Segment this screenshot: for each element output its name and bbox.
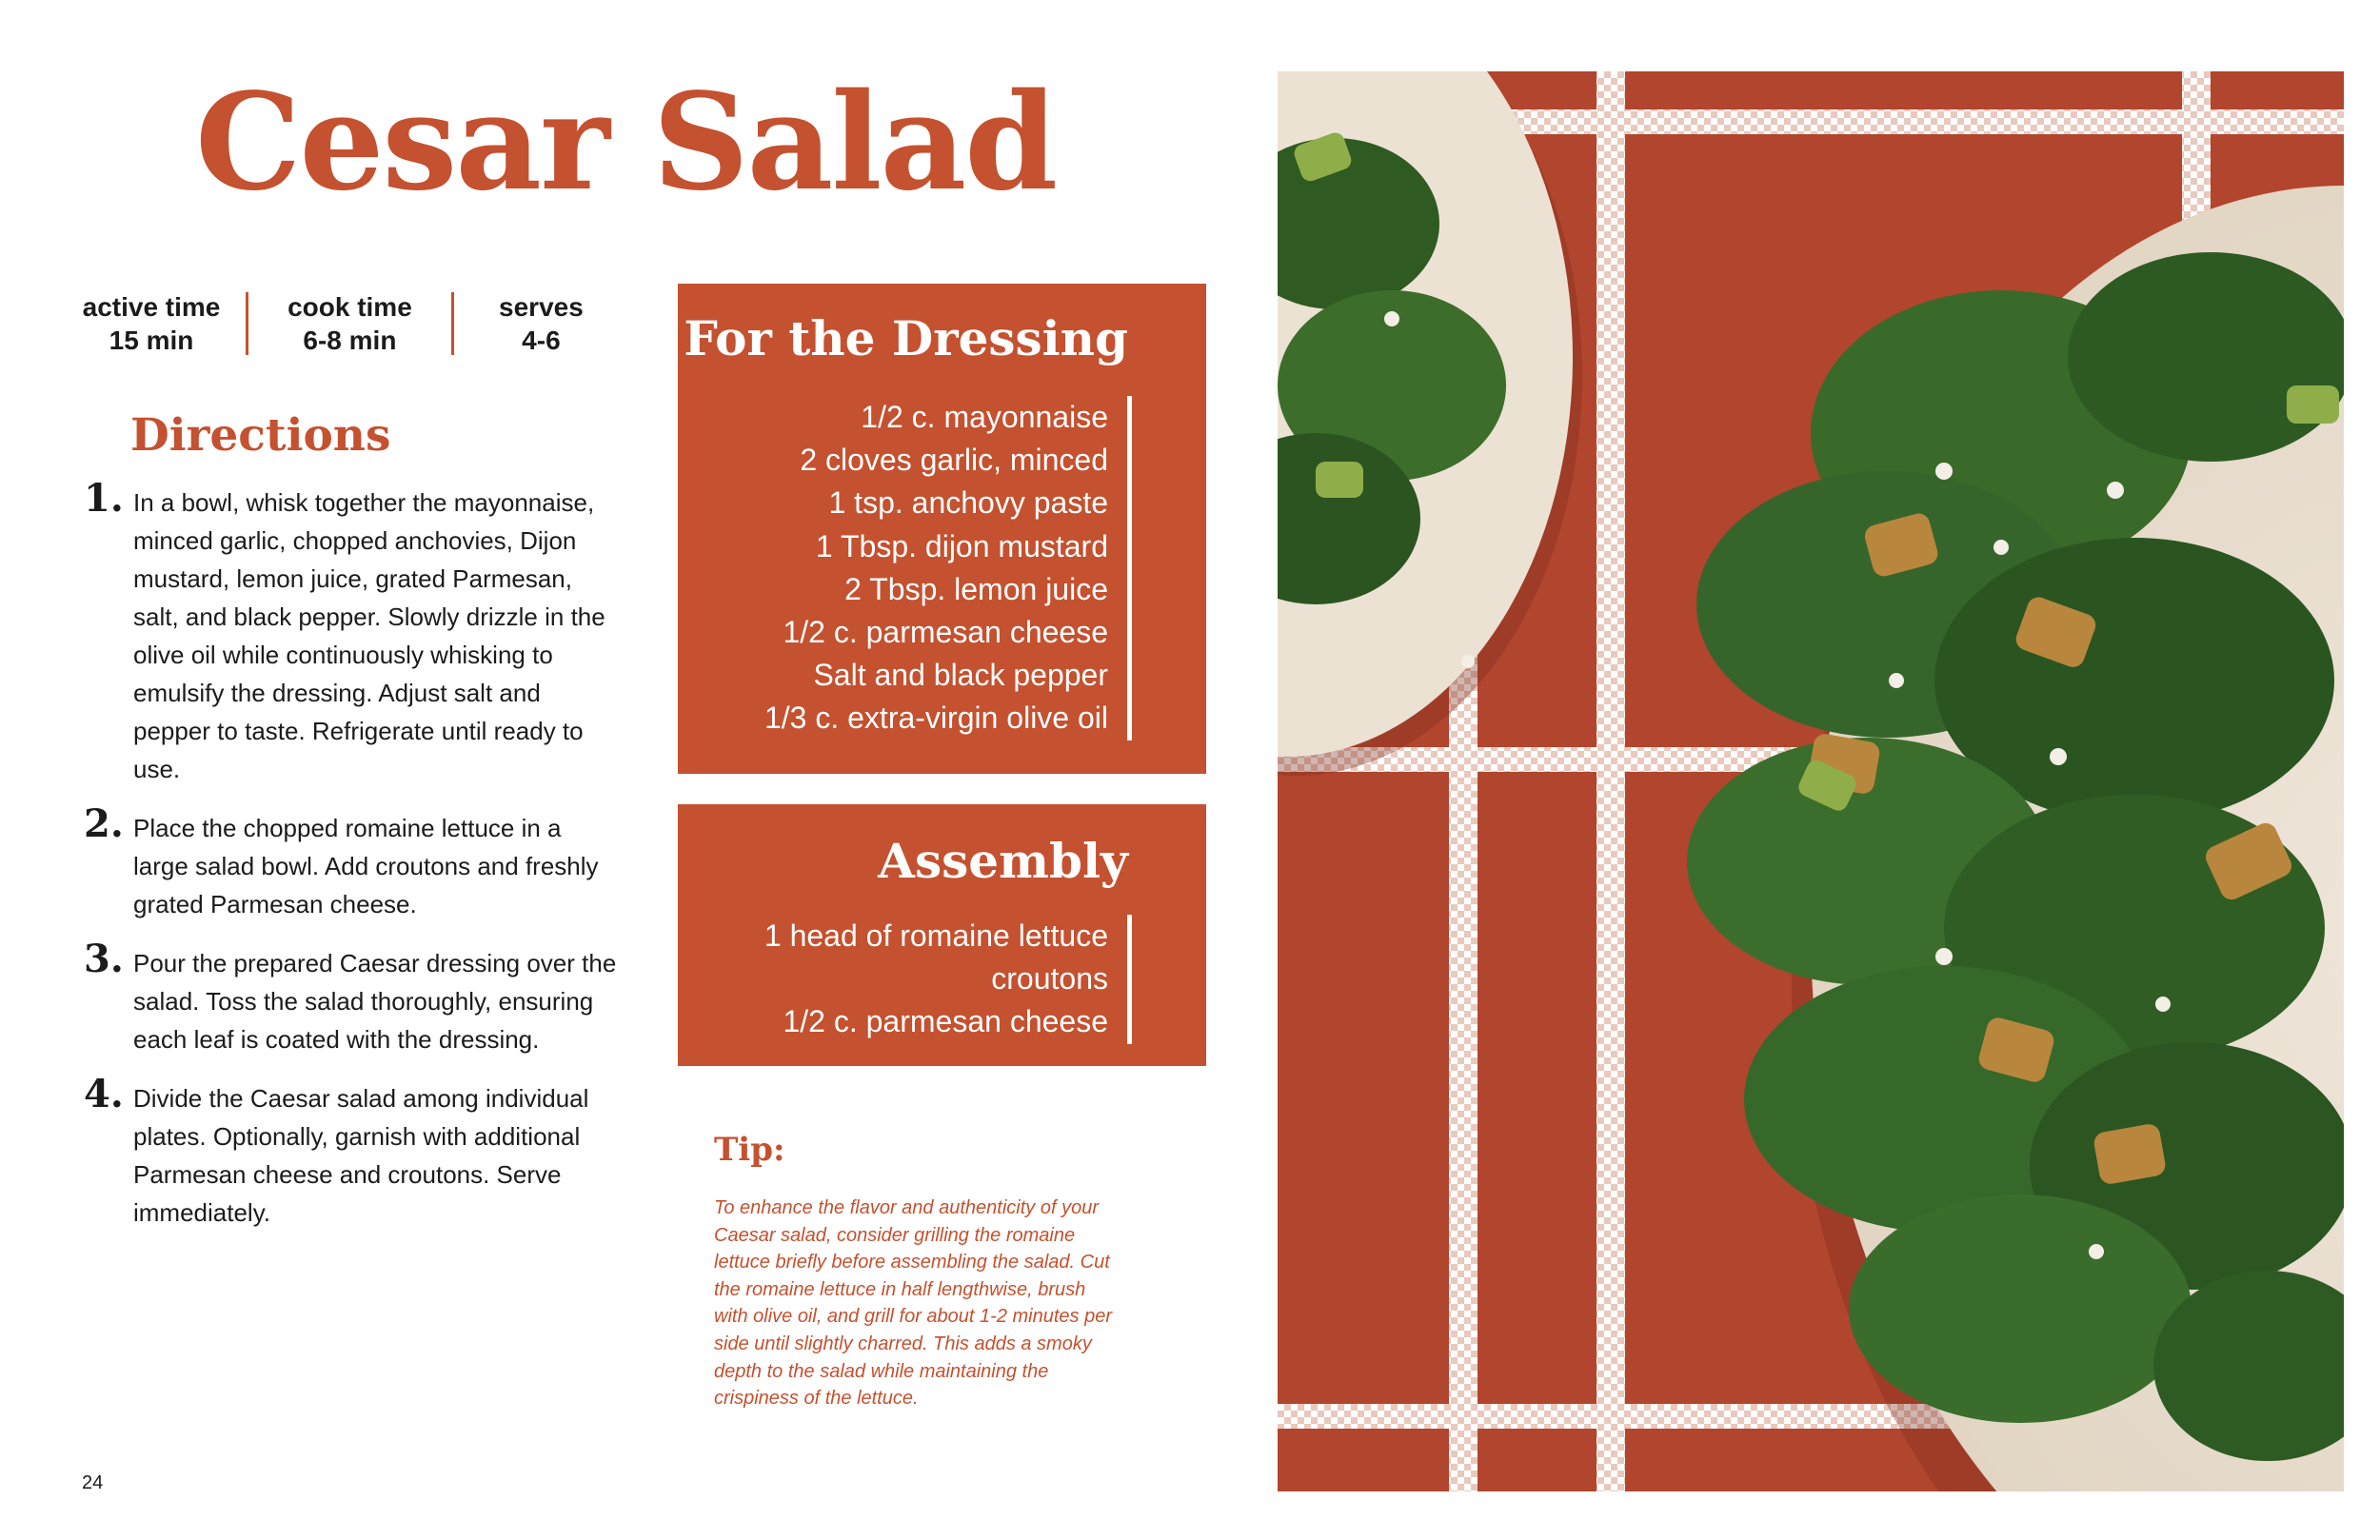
tip-heading: Tip: [714, 1131, 785, 1169]
serves [454, 290, 628, 357]
step-text: Pour the prepared Caesar dressing over the salad. Toss the salad thoroughly, ensuring each leaf is coated with the dressing. [133, 949, 617, 1054]
ingredient-item: 1 Tbsp. dijon mustard [815, 528, 1108, 563]
step-number: 1. [84, 476, 124, 521]
assembly-heading: Assembly [878, 833, 1128, 889]
tip-text: To enhance the flavor and authenticity of your Caesar salad, consider grilling the romaine lettuce briefly before assembling the salad. Cut the romaine lettuce in half lengthwise, brush with olive oil, and grill for about 1-2 minutes per side until slightly charred. This adds a smoky depth to the salad while maintaining the crispiness of the lettuce. [714, 1197, 1112, 1410]
cook-time-value: 6-8 min [303, 326, 397, 355]
serves-value: 4-6 [522, 326, 561, 355]
step-number: 4. [84, 1072, 124, 1116]
step-text: Divide the Caesar salad among individual plates. Optionally, garnish with additional Parmesan cheese and croutons. Serve immediately. [133, 1084, 589, 1227]
direction-step [84, 476, 617, 788]
ingredient-item: croutons [991, 961, 1108, 997]
dressing-box [678, 284, 1206, 774]
step-text: Place the chopped romaine lettuce in a large salad bowl. Add croutons and freshly grated Parmesan cheese. [133, 814, 599, 918]
ingredient-item: Salt and black pepper [813, 658, 1108, 693]
ingredient-item: 2 cloves garlic, minced [800, 443, 1108, 478]
direction-step [84, 801, 617, 923]
active-time-value: 15 min [109, 326, 194, 355]
active-time [57, 290, 246, 357]
dressing-heading: For the Dressing [684, 310, 1128, 366]
cook-time-label: cook time [288, 292, 412, 322]
ingredient-item: 1/3 c. extra-virgin olive oil [764, 701, 1108, 736]
direction-step [84, 1072, 617, 1232]
salad-photo-illustration [1278, 71, 2344, 1491]
ingredient-item: 1 head of romaine lettuce [764, 918, 1108, 953]
salad-photo [1278, 71, 2344, 1491]
ingredient-item: 1/2 c. parmesan cheese [783, 615, 1108, 650]
step-text: In a bowl, whisk together the mayonnaise, minced garlic, chopped anchovies, Dijon mustard, lemon juice, grated Parmesan, salt, and black pepper. Slowly drizzle in the olive oil while continuously whisking to emulsify the dressing. Adjust salt and pepper to taste. Refrigerate until ready to use. [133, 488, 605, 783]
ingredient-item: 1/2 c. mayonnaise [861, 400, 1108, 434]
step-number: 2. [84, 801, 124, 846]
recipe-meta [57, 290, 628, 357]
recipe-title: Cesar Salad [195, 65, 1057, 221]
step-number: 3. [84, 937, 124, 981]
directions-heading: Directions [130, 409, 391, 462]
dressing-ingredients [764, 396, 1132, 740]
ingredient-item: 1 tsp. anchovy paste [828, 485, 1108, 521]
directions-list [84, 476, 617, 1253]
ingredient-item: 2 Tbsp. lemon juice [844, 571, 1108, 606]
active-time-label: active time [82, 292, 221, 322]
assembly-box [678, 804, 1206, 1066]
page-number: 24 [82, 1472, 104, 1493]
direction-step [84, 937, 617, 1058]
assembly-ingredients [764, 915, 1132, 1044]
cook-time [248, 290, 451, 357]
ingredient-item: 1/2 c. parmesan cheese [783, 1004, 1108, 1039]
serves-label: serves [499, 292, 584, 322]
